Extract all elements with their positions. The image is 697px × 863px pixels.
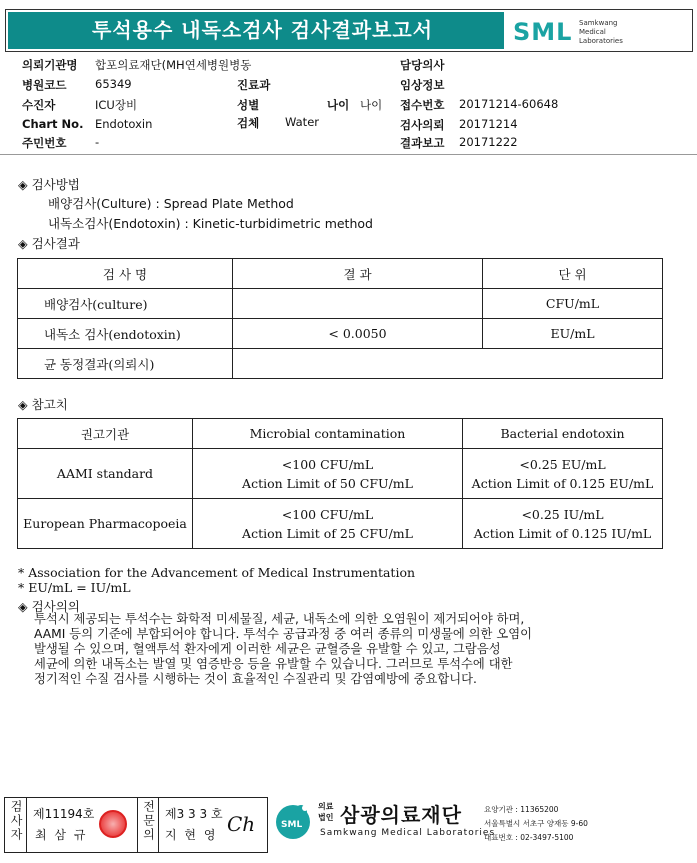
method-culture: 배양검사(Culture) : Spread Plate Method: [48, 196, 294, 211]
test-name: 균 동정결과(의뢰시): [18, 349, 233, 379]
info-value: 나이: [360, 98, 383, 112]
info-label: 임상정보: [400, 78, 445, 92]
note-aami: * Association for the Advancement of Medical Instrumentation: [18, 565, 416, 580]
report-header: [5, 9, 693, 52]
org-english-name: Samkwang Medical Laboratories: [320, 828, 496, 838]
info-value: Endotoxin: [95, 117, 153, 131]
info-value: 65349: [95, 77, 132, 91]
table-row: [18, 499, 663, 549]
test-name: 배양검사(culture): [18, 289, 233, 319]
reference-table: [17, 418, 663, 549]
info-value: ICU장비: [95, 98, 138, 112]
sml-logo-subtitle: Samkwang Medical Laboratories: [579, 19, 623, 45]
ref-org: AAMI standard: [18, 449, 193, 499]
ref-microbial: <100 CFU/mL Action Limit of 25 CFU/mL: [193, 499, 463, 549]
info-label: 접수번호: [400, 98, 445, 112]
info-value: Water: [285, 115, 319, 129]
info-label: 주민번호: [22, 136, 67, 150]
org-contact: 요양기관 : 11365200 서울특별시 서초구 양재동 9-60 대표번호 : 02-3497-5100: [484, 805, 588, 842]
header-endotoxin: Bacterial endotoxin: [463, 419, 663, 449]
test-unit: CFU/mL: [483, 289, 663, 319]
samkwang-logo-text: SML: [281, 820, 303, 830]
table-row: [18, 289, 663, 319]
info-value: 20171214: [459, 117, 518, 131]
info-label: 나이: [327, 98, 350, 112]
org-prefix: 의료 법인: [318, 802, 334, 822]
significance-heading: ◈ 검사의의: [18, 599, 80, 614]
info-label: 수진자: [22, 98, 56, 112]
report-title: 투석용수 내독소검사 검사결과보고서: [8, 12, 504, 49]
ref-endotoxin: <0.25 EU/mL Action Limit of 0.125 EU/mL: [463, 449, 663, 499]
reference-heading: ◈ 참고치: [18, 397, 68, 412]
ref-endotoxin: <0.25 IU/mL Action Limit of 0.125 IU/mL: [463, 499, 663, 549]
ref-microbial: <100 CFU/mL Action Limit of 50 CFU/mL: [193, 449, 463, 499]
org-name: 삼광의료재단: [340, 803, 462, 827]
note-units: * EU/mL = IU/mL: [18, 580, 131, 595]
ref-org: European Pharmacopoeia: [18, 499, 193, 549]
info-value: 20171214-60648: [459, 97, 559, 111]
header-org: 권고기관: [18, 419, 193, 449]
signature: Ch: [227, 812, 256, 836]
result-table: [17, 258, 663, 379]
samkwang-logo-icon: [272, 800, 314, 842]
table-header-row: [18, 259, 663, 289]
official-seal: [99, 810, 127, 838]
info-value: 합포의료재단(MH연세병원병동: [95, 58, 252, 72]
test-name: 내독소 검사(endotoxin): [18, 319, 233, 349]
info-label: 담당의사: [400, 58, 445, 72]
specialist-label: 전문의: [137, 798, 159, 852]
info-label: 성별: [237, 98, 260, 112]
info-value: 20171222: [459, 135, 518, 149]
info-value: -: [95, 135, 100, 149]
info-label: 결과보고: [400, 136, 445, 150]
inspector-label: 검사자: [5, 798, 27, 852]
inspector-name: 최 삼 규: [35, 828, 88, 842]
method-heading: ◈ 검사방법: [18, 177, 80, 192]
info-label: 검사의뢰: [400, 118, 445, 132]
header-microbial: Microbial contamination: [193, 419, 463, 449]
table-row: [18, 319, 663, 349]
table-row: [18, 349, 663, 379]
inspector-license: 제11194호: [33, 807, 95, 821]
specialist-name: 지 현 영: [165, 828, 218, 842]
test-result: [233, 289, 483, 319]
info-label: 진료과: [237, 78, 271, 92]
result-heading: ◈ 검사결과: [18, 236, 80, 251]
test-result: < 0.0050: [233, 319, 483, 349]
method-endotoxin: 내독소검사(Endotoxin) : Kinetic-turbidimetric method: [48, 216, 373, 231]
info-label: 의뢰기관명: [22, 58, 78, 72]
sml-logo-text: SML: [513, 18, 573, 46]
specialist-license: 제3 3 3 호: [165, 807, 223, 821]
info-label: 병원코드: [22, 78, 67, 92]
table-row: [18, 449, 663, 499]
info-label: 검체: [237, 116, 260, 130]
test-result: [233, 349, 663, 379]
header-unit: 단 위: [483, 259, 663, 289]
sml-logo: [513, 16, 683, 46]
signature-box: [4, 797, 268, 853]
test-unit: EU/mL: [483, 319, 663, 349]
significance-text: 투석시 제공되는 투석수는 화학적 미세물질, 세균, 내독소에 의한 오염원이 제거되어야 하며, AAMI 등의 기준에 부합되어야 합니다. 투석수 공급과정 중 여러 종류의 미생물에 의한 오염이 발생될 수 있으며, 혈액투석 환자에게 이러한 세균은 균혈증을 유발할 수 있고, 그람음성 세균에 의한 내독소는 발열 및 염증반응 등을 유발할 수 있습니다. 그러므로 투석수에 대한 정기적인 수질 검사를 시행하는 것이 효율적인 수질관리 및 감염예방에 중요합니다.: [34, 612, 532, 686]
header-test-name: 검 사 명: [18, 259, 233, 289]
divider: [0, 154, 697, 155]
header-result: 결 과: [233, 259, 483, 289]
table-header-row: [18, 419, 663, 449]
info-label: Chart No.: [22, 117, 84, 131]
